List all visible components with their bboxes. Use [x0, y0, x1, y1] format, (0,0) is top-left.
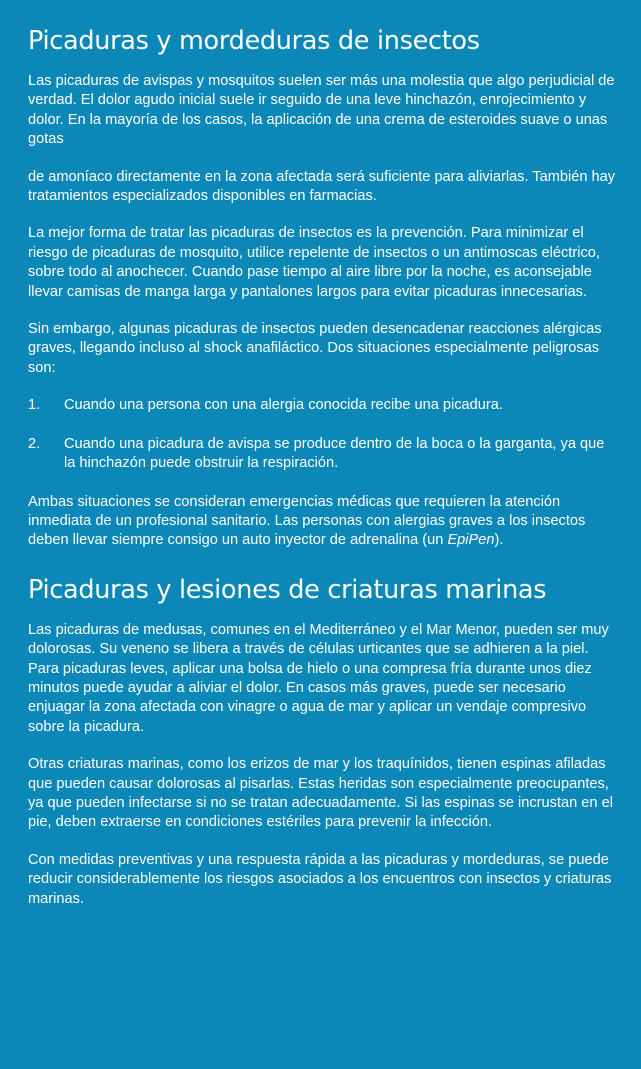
section-title-marine: Picaduras y lesiones de criaturas marinas [28, 574, 547, 605]
list-item [28, 435, 619, 474]
list-item-number: 2. [28, 435, 41, 452]
marine-paragraph-2: Otras criaturas marinas, como los erizos de mar y los traquínidos, tienen espinas afiladas que pueden causar dolorosas al pisarlas. Estas heridas son especialmente preocupantes, ya que pueden infectarse si no se tratan adecuadamente. Si las espinas se incrustan en el pie, deben extraerse en condiciones estériles para prevenir la infección. [28, 756, 613, 831]
marine-paragraph-3: Con medidas preventivas y una respuesta rápida a las picaduras y mordeduras, se puede reducir considerablemente los riesgos asociados a los encuentros con insectos y criaturas marinas. [28, 851, 612, 907]
dangerous-situations-list [28, 396, 619, 473]
insects-paragraph-5-main: Ambas situaciones se consideran emergencias médicas que requieren la atención inmediata de un profesional sanitario. Las personas con alergias graves a los insectos deben llevar siempre consigo un auto inyector de adrenalina (un [28, 493, 586, 549]
marine-paragraph-1: Las picaduras de medusas, comunes en el Mediterráneo y el Mar Menor, pueden ser muy dolorosas. Su veneno se libera a través de células urticantes que se adhieren a la piel. Para picaduras leves, aplicar una bolsa de hielo o una compresa fría durante unos diez minutos puede ayudar a aliviar el dolor. En casos más graves, puede ser necesario enjuagar la zona afectada con vinagre o agua de mar y aplicar un vendaje compresivo sobre la picadura. [28, 621, 609, 735]
list-item-text: Cuando una picadura de avispa se produce dentro de la boca o la garganta, ya que la hinchazón puede obstruir la respiración. [64, 435, 605, 472]
insects-paragraph-3: La mejor forma de tratar las picaduras de insectos es la prevención. Para minimizar el riesgo de picaduras de mosquito, utilice repelente de insectos o un antimoscas eléctrico, sobre todo al anochecer. Cuando pase tiempo al aire libre por la noche, es aconsejable llevar camisas de manga larga y pantalones largos para evitar picaduras innecesarias. [28, 225, 600, 300]
list-item-text: Cuando una persona con una alergia conocida recibe una picadura. [64, 397, 503, 414]
insects-paragraph-4: Sin embargo, algunas picaduras de insectos pueden desencadenar reacciones alérgicas graves, llegando incluso al shock anafiláctico. Dos situaciones especialmente peligrosas son: [28, 321, 602, 376]
list-item-number: 1. [28, 397, 41, 414]
insects-paragraph-1: Las picaduras de avispas y mosquitos suelen ser más una molestia que algo perjudicial de verdad. El dolor agudo inicial suele ir seguido de una leve hinchazón, enrojecimiento y dolor. En la mayoría de los casos, la aplicación de una crema de esteroides suave o unas gotas [28, 73, 615, 148]
insects-paragraph-2: de amoníaco directamente en la zona afectada será suficiente para aliviarlas. También hay tratamientos especializados disponibles en farmacias. [28, 168, 616, 205]
insects-paragraph-5 [28, 493, 619, 551]
section-title-insects: Picaduras y mordeduras de insectos [28, 26, 480, 56]
list-item [28, 396, 619, 415]
epipen-term: EpiPen [447, 532, 495, 549]
insects-paragraph-5-end: ). [494, 532, 504, 549]
